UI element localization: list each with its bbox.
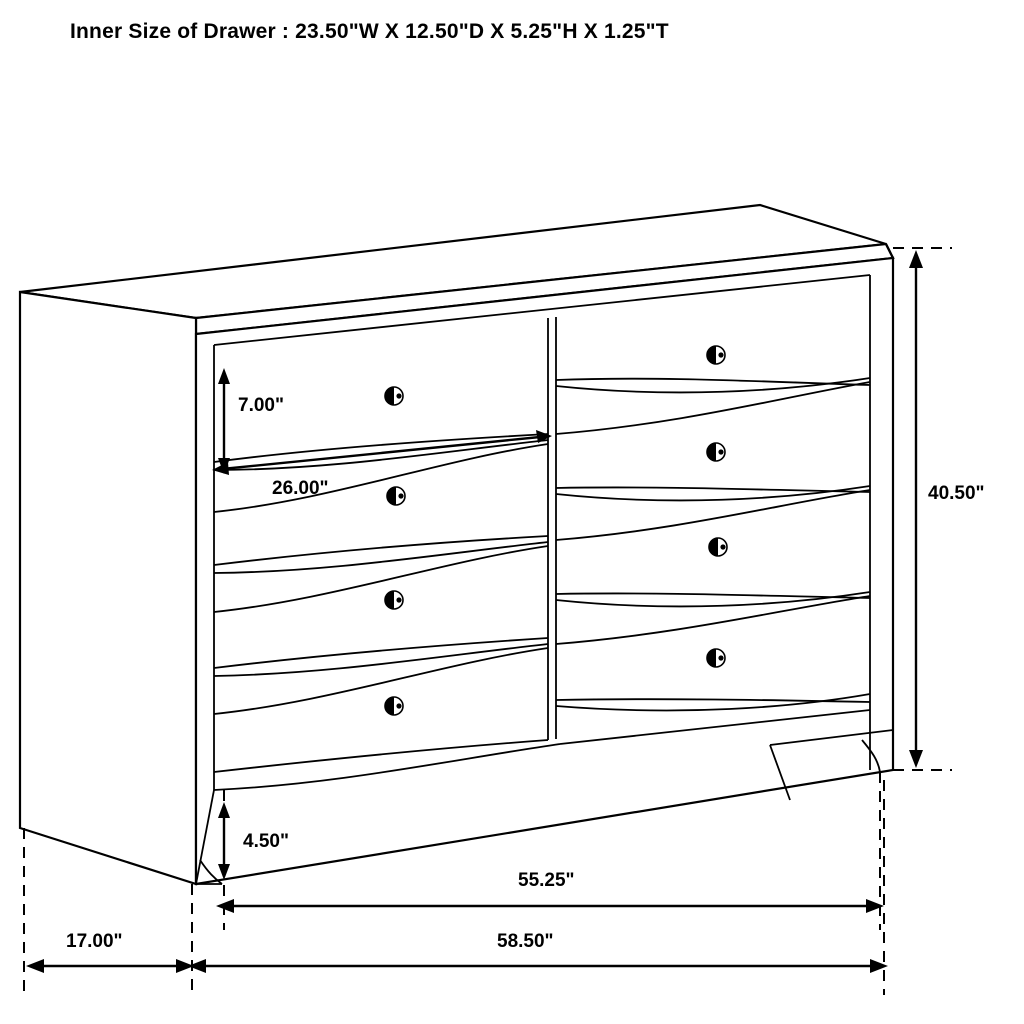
dim-label-overall-width: 58.50" (497, 931, 554, 952)
left-side-panel (20, 292, 196, 884)
dim-label-overall-height: 40.50" (928, 483, 985, 504)
dresser-illustration (20, 205, 893, 884)
arrow-right-base-width (866, 899, 884, 913)
arrow-right-overall-width (870, 959, 888, 973)
page-title: Inner Size of Drawer : 23.50"W X 12.50"D X 5.25"H X 1.25"T (70, 20, 669, 43)
arrow-down-overall-height (909, 750, 923, 768)
drawer-knob (385, 387, 403, 405)
dim-label-depth: 17.00" (66, 931, 123, 952)
dim-label-drawer-width: 26.00" (272, 478, 329, 499)
dim-label-base-width: 55.25" (518, 870, 575, 891)
drawer-knob (385, 591, 403, 609)
drawer-knob (707, 346, 725, 364)
drawer-knob (709, 538, 727, 556)
dim-label-leg-height: 4.50" (243, 831, 289, 852)
drawer-knob (707, 443, 725, 461)
front-face (196, 258, 893, 884)
drawer-knob (707, 649, 725, 667)
dim-label-drawer-height: 7.00" (238, 395, 284, 416)
arrow-up-overall-height (909, 250, 923, 268)
drawer-knob (387, 487, 405, 505)
drawer-knob (385, 697, 403, 715)
arrow-left-depth (26, 959, 44, 973)
